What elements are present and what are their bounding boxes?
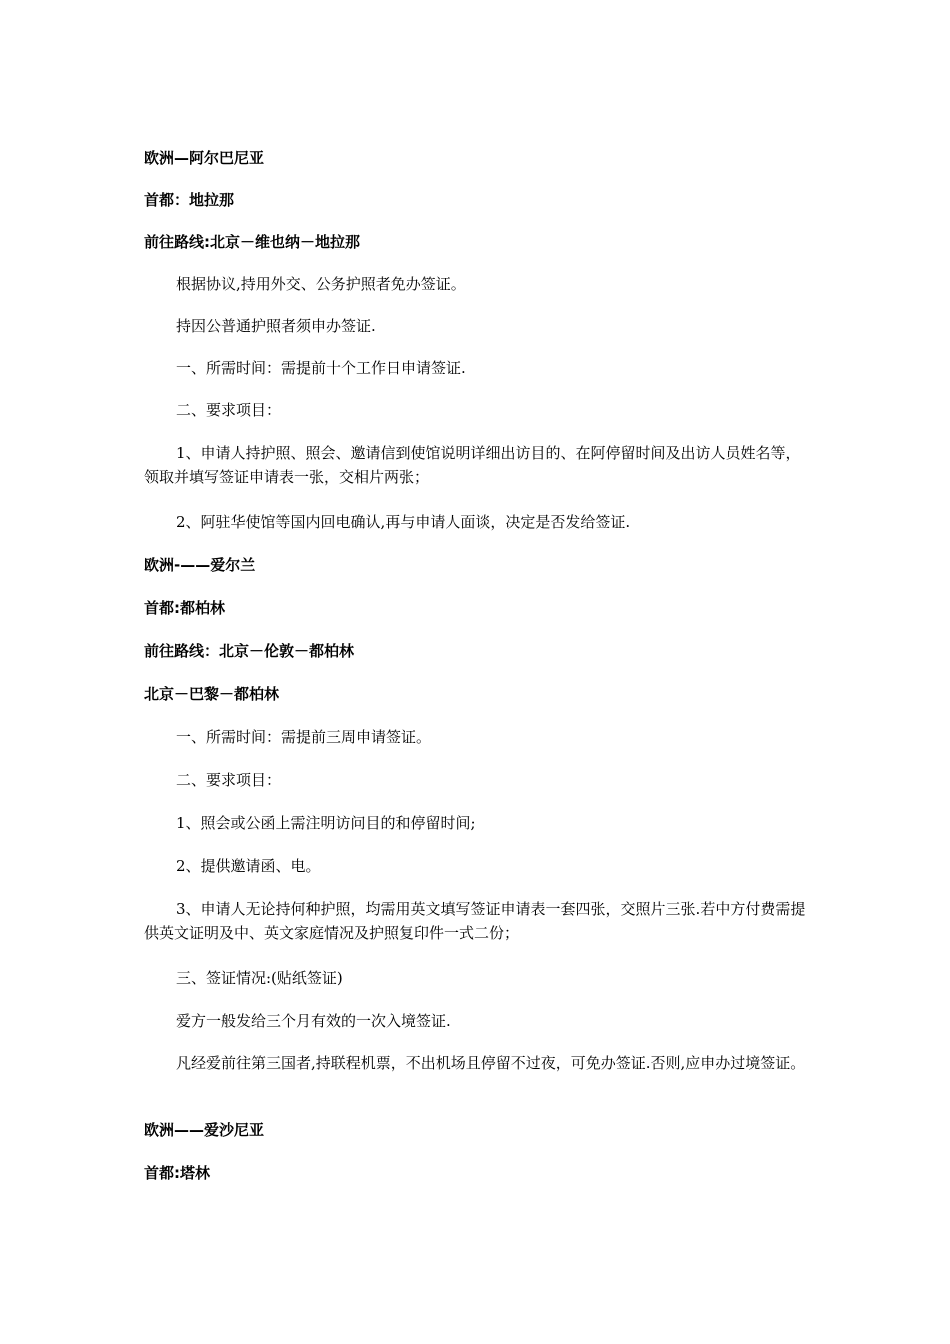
paragraph: 二、要求项目： <box>176 401 282 419</box>
paragraph: 1、照会或公函上需注明访问目的和停留时间; <box>176 814 476 832</box>
paragraph: 爱方一般发给三个月有效的一次入境签证. <box>176 1012 451 1030</box>
paragraph: 一、所需时间：需提前十个工作日申请签证. <box>176 359 466 377</box>
capital-line: 首都：地拉那 <box>144 191 235 209</box>
paragraph: 2、阿驻华使馆等国内回电确认,再与申请人面谈，决定是否发给签证. <box>176 513 631 531</box>
paragraph: 3、申请人无论持何种护照，均需用英文填写签证申请表一套四张，交照片三张.若中方付费需提供英文证明及中、英文家庭情况及护照复印件一式二份； <box>144 900 806 942</box>
capital-line: 首都:都柏林 <box>144 599 225 617</box>
section-heading: 欧洲-——爱尔兰 <box>144 556 256 574</box>
paragraph: 二、要求项目： <box>176 771 282 789</box>
route-line: 前往路线：北京－伦敦－都柏林 <box>144 642 355 660</box>
paragraph: 2、提供邀请函、电。 <box>176 857 321 875</box>
paragraph: 1、申请人持护照、照会、邀请信到使馆说明详细出访目的、在阿停留时间及出访人员姓名等，领取并填写签证申请表一张，交相片两张； <box>144 444 801 486</box>
section-heading: 欧洲—阿尔巴尼亚 <box>144 149 265 167</box>
paragraph: 一、所需时间：需提前三周申请签证。 <box>176 728 432 746</box>
capital-line: 首都:塔林 <box>144 1164 210 1182</box>
section-heading: 欧洲——爱沙尼亚 <box>144 1121 265 1139</box>
route-line: 北京－巴黎－都柏林 <box>144 685 280 703</box>
paragraph: 根据协议,持用外交、公务护照者免办签证。 <box>176 275 466 293</box>
paragraph: 凡经爱前往第三国者,持联程机票，不出机场且停留不过夜，可免办签证.否则,应申办过境签证。 <box>176 1054 806 1072</box>
paragraph: 持因公普通护照者须申办签证. <box>176 317 376 335</box>
route-line: 前往路线:北京－维也纳－地拉那 <box>144 233 361 251</box>
paragraph: 三、签证情况:(贴纸签证) <box>176 969 343 987</box>
